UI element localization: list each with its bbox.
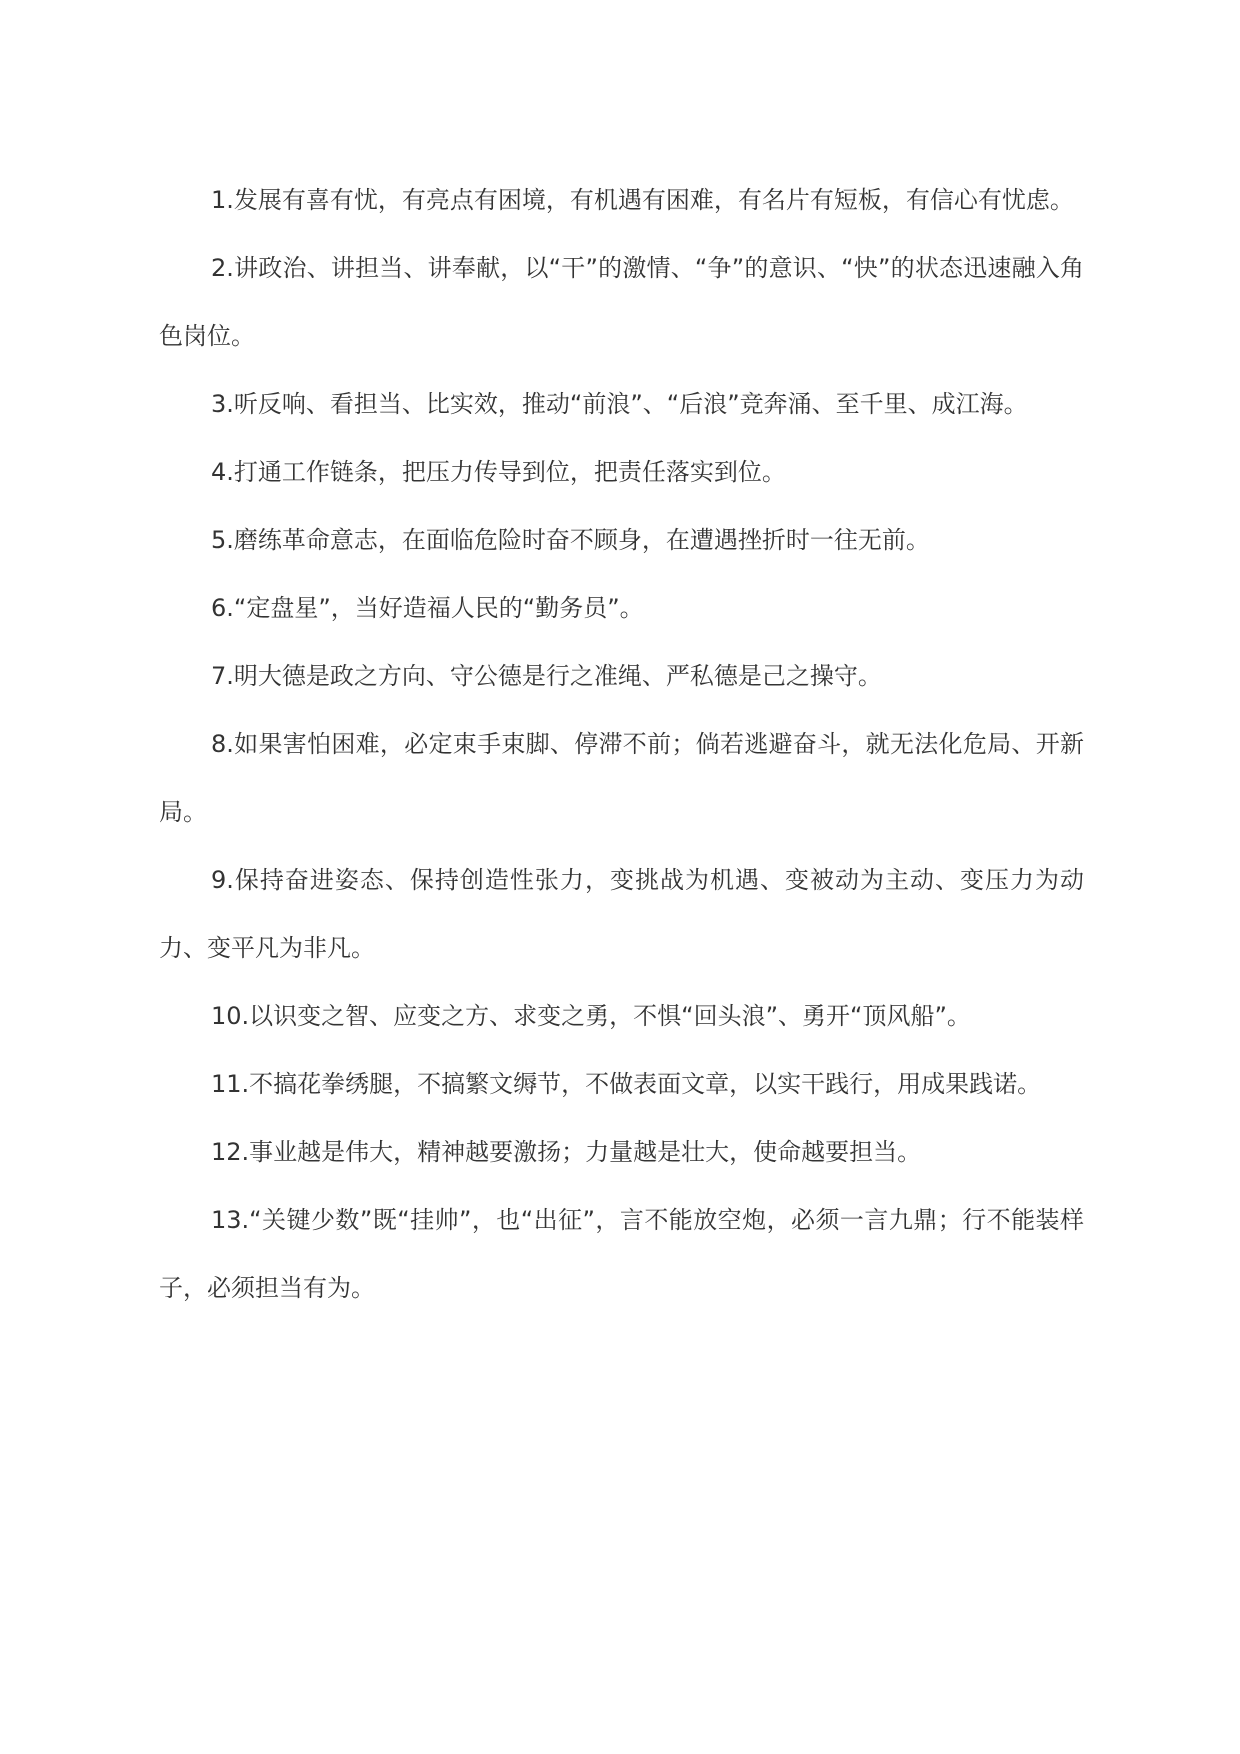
paragraph-1: 1.发展有喜有忧，有亮点有困境，有机遇有困难，有名片有短板，有信心有忧虑。 [211, 186, 1074, 214]
paragraph-8: 8.如果害怕困难，必定束手束脚、停滞不前；倘若逃避奋斗，就无法化危局、开新局。 [159, 730, 1084, 826]
paragraph-3: 3.听反响、看担当、比实效，推动“前浪”、“后浪”竞奔涌、至千里、成江海。 [211, 390, 1028, 418]
paragraph-10: 10.以识变之智、应变之方、求变之勇，不惧“回头浪”、勇开“顶风船”。 [211, 1002, 971, 1030]
paragraph-11: 11.不搞花拳绣腿，不搞繁文缛节，不做表面文章，以实干践行，用成果践诺。 [211, 1070, 1042, 1098]
paragraph-4: 4.打通工作链条，把压力传导到位，把责任落实到位。 [211, 458, 786, 486]
paragraph-9: 9.保持奋进姿态、保持创造性张力，变挑战为机遇、变被动为主动、变压力为动力、变平凡为非凡。 [159, 866, 1084, 962]
paragraph-13: 13.“关键少数”既“挂帅”，也“出征”，言不能放空炮，必须一言九鼎；行不能装样子，必须担当有为。 [159, 1206, 1084, 1302]
document-body [159, 166, 1084, 1322]
paragraph-12: 12.事业越是伟大，精神越要激扬；力量越是壮大，使命越要担当。 [211, 1138, 922, 1166]
paragraph-6: 6.“定盘星”，当好造福人民的“勤务员”。 [211, 594, 644, 622]
paragraph-5: 5.磨练革命意志，在面临危险时奋不顾身，在遭遇挫折时一往无前。 [211, 526, 930, 554]
paragraph-7: 7.明大德是政之方向、守公德是行之准绳、严私德是己之操守。 [211, 662, 882, 690]
paragraph-2: 2.讲政治、讲担当、讲奉献，以“干”的激情、“争”的意识、“快”的状态迅速融入角色岗位。 [159, 254, 1084, 350]
